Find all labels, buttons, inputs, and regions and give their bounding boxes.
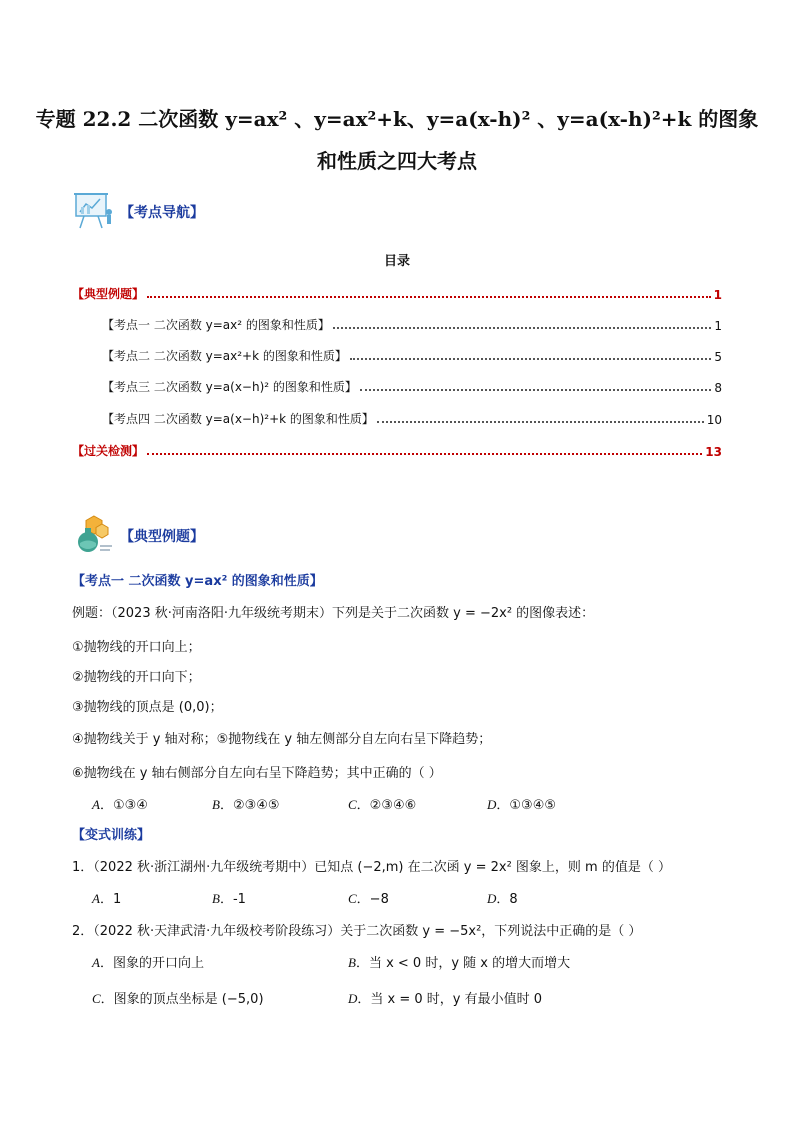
toc-leader xyxy=(350,358,711,360)
toc-entry[interactable] xyxy=(72,441,722,459)
q1-option-c[interactable]: C．−8 xyxy=(348,891,389,907)
example-option-a[interactable]: A．①③④ xyxy=(92,797,148,813)
toc-entry[interactable] xyxy=(102,315,722,333)
toc-entry-label: 【考点一 二次函数 y=ax² 的图象和性质】 xyxy=(102,318,330,332)
q1-option-d[interactable]: D．8 xyxy=(487,891,518,907)
chemistry-flask-icon xyxy=(72,512,116,556)
toc-entry-page: 1 xyxy=(714,319,722,333)
toc-leader xyxy=(377,421,704,423)
toc-entry-label: 【考点三 二次函数 y=a(x−h)² 的图象和性质】 xyxy=(102,380,357,394)
toc-entry-label: 【考点四 二次函数 y=a(x−h)²+k 的图象和性质】 xyxy=(102,412,374,426)
toc-entry-label: 【考点二 二次函数 y=ax²+k 的图象和性质】 xyxy=(102,349,347,363)
example-statement: ②抛物线的开口向下； xyxy=(72,670,201,685)
toc-leader xyxy=(333,327,711,329)
variant-label: 【变式训练】 xyxy=(72,828,151,843)
toc-entry-page: 10 xyxy=(706,413,722,427)
examples-label: 【典型例题】 xyxy=(120,529,204,545)
example-statement: ①抛物线的开口向上； xyxy=(72,640,201,655)
toc-entry[interactable] xyxy=(102,377,722,395)
q2-option-b[interactable]: B．当 x < 0 时，y 随 x 的增大而增大 xyxy=(348,955,571,971)
example-stem: 例题：（2023 秋·河南洛阳·九年级统考期末）下列是关于二次函数 y = −2x² 的图像表述： xyxy=(72,606,595,621)
toc-entry-page: 8 xyxy=(714,381,722,395)
q2-option-d[interactable]: D．当 x = 0 时，y 有最小值时 0 xyxy=(348,991,543,1007)
q1-option-a[interactable]: A．1 xyxy=(92,891,122,907)
toc-entry-page: 5 xyxy=(714,350,722,364)
question-2-stem: 2．（2022 秋·天津武清·九年级校考阶段练习）关于二次函数 y = −5x²，下列说法中正确的是（ ） xyxy=(72,924,642,939)
toc-entry-page: 1 xyxy=(713,288,722,302)
toc-leader xyxy=(147,296,711,298)
example-statement: ⑥抛物线在 y 轴右侧部分自左向右呈下降趋势；其中正确的（ ） xyxy=(72,766,442,781)
presentation-board-icon xyxy=(72,188,116,232)
example-statement: ③抛物线的顶点是 (0,0)； xyxy=(72,700,223,715)
q1-option-b[interactable]: B．-1 xyxy=(212,891,246,907)
nav-label: 【考点导航】 xyxy=(120,205,204,221)
toc-entry[interactable] xyxy=(72,284,722,302)
page-title-line1: 专题 22.2 二次函数 y=ax² 、y=ax²+k、y=a(x-h)² 、y=a(x-h)²+k 的图象 xyxy=(35,107,759,131)
toc-entry[interactable] xyxy=(102,409,722,427)
q2-option-a[interactable]: A．图象的开口向上 xyxy=(92,955,204,971)
toc-leader xyxy=(147,453,702,455)
toc-entry[interactable] xyxy=(102,346,722,364)
page-title-line2: 和性质之四大考点 xyxy=(317,149,477,173)
toc-entry-label: 【典型例题】 xyxy=(72,287,145,301)
toc-entry-label: 【过关检测】 xyxy=(72,444,145,458)
toc-leader xyxy=(360,389,711,391)
q2-option-c[interactable]: C．图象的顶点坐标是 (−5,0) xyxy=(92,991,264,1007)
toc-heading: 目录 xyxy=(383,254,410,269)
question-1-stem: 1．（2022 秋·浙江湖州·九年级统考期中）已知点 (−2,m) 在二次函 y = 2x² 图象上，则 m 的值是（ ） xyxy=(72,860,671,875)
example-option-d[interactable]: D．①③④⑤ xyxy=(487,797,557,813)
kp1-heading: 【考点一 二次函数 y=ax² 的图象和性质】 xyxy=(72,574,323,589)
example-option-b[interactable]: B．②③④⑤ xyxy=(212,797,280,813)
toc-entry-page: 13 xyxy=(705,445,722,459)
example-statement: ④抛物线关于 y 轴对称；⑤抛物线在 y 轴左侧部分自左向右呈下降趋势； xyxy=(72,732,492,747)
example-option-c[interactable]: C．②③④⑥ xyxy=(348,797,417,813)
